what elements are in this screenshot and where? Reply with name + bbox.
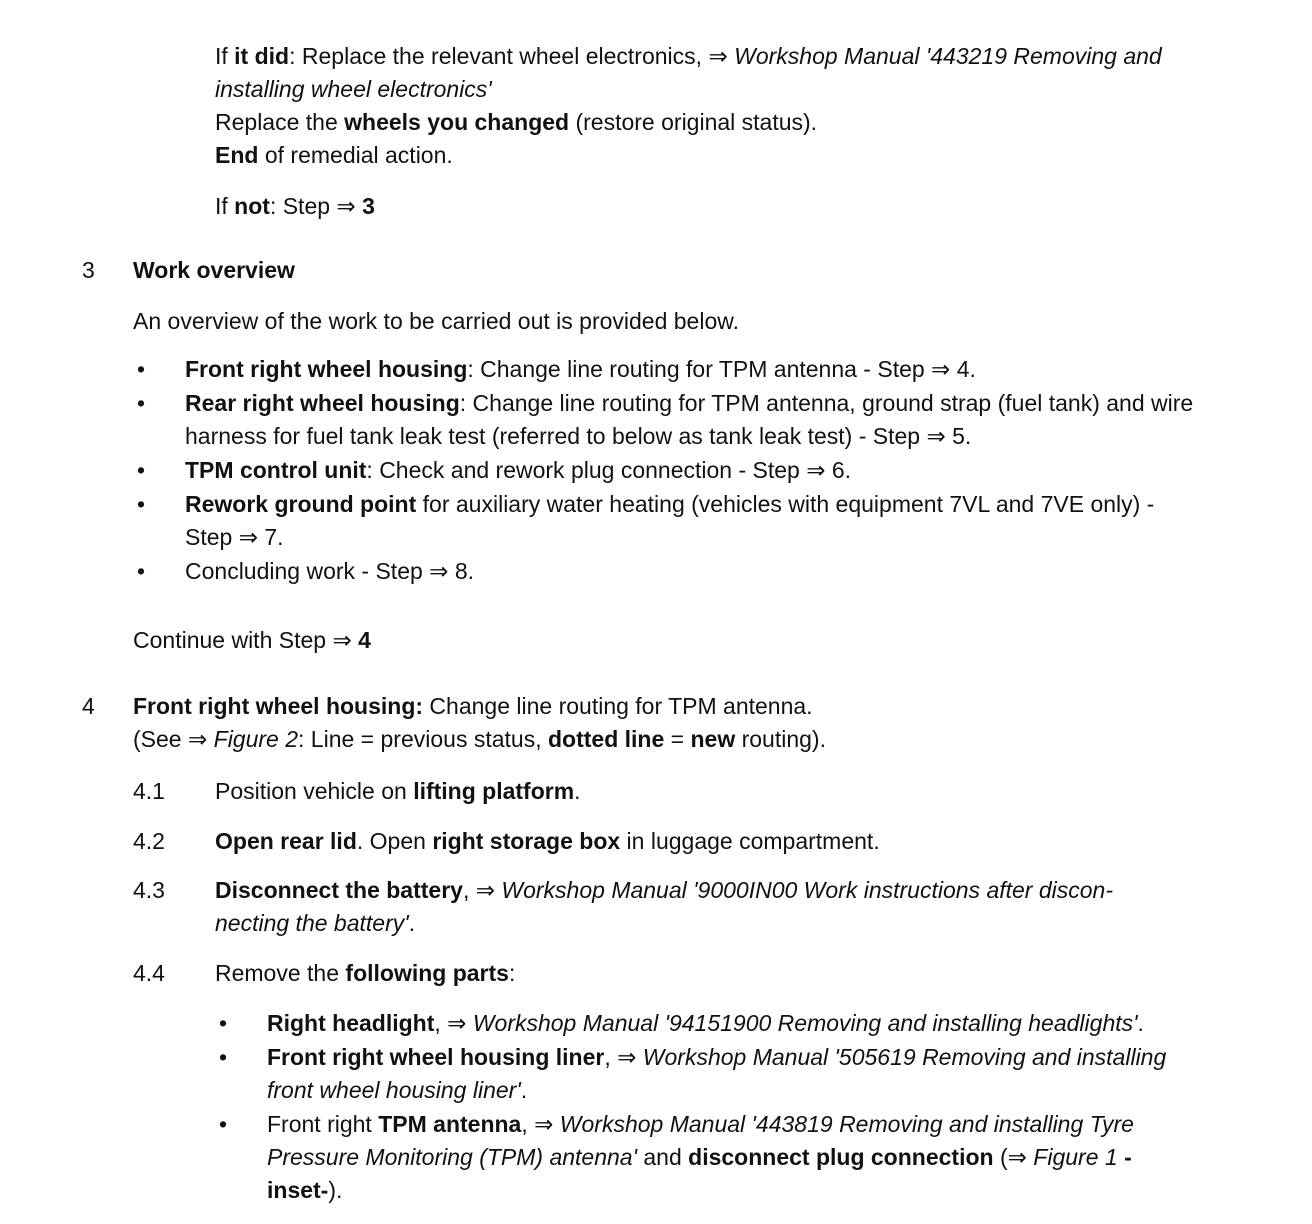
list-item: • Front right wheel housing liner, ⇒ Workshop Manual '505619 Removing and installing front wheel housing liner'. [267, 1041, 1202, 1107]
bullet-icon: • [137, 356, 146, 382]
step-4-2-number: 4.2 [133, 828, 165, 854]
list-item: • Front right TPM antenna, ⇒ Workshop Manual '443819 Removing and installing Tyre Pressure Monitoring (TPM) antenna' and disconnect plug connection (⇒ Figure 1 -inset-). [267, 1108, 1202, 1207]
workshop-manual-link[interactable]: ⇒ Workshop Manual '443819 Removing and installing Tyre Pressure Monitoring (TPM) antenna' [267, 1111, 1134, 1170]
workshop-manual-link[interactable]: ⇒ Workshop Manual '94151900 Removing and installing headlights' [447, 1010, 1138, 1036]
section-4-number: 4 [82, 693, 95, 719]
list-item: • Rework ground point for auxiliary water heating (vehicles with equipment 7VL and 7VE only) - Step ⇒ 7. [185, 488, 1195, 554]
figure-2-link[interactable]: ⇒ Figure 2 [187, 726, 299, 752]
bullet-icon: • [219, 1111, 228, 1137]
step-4-link[interactable]: 4 [358, 627, 371, 653]
section-3-intro: An overview of the work to be carried out is provided below. [133, 308, 739, 334]
step-4-3-number: 4.3 [133, 877, 165, 903]
bullet-icon: • [137, 390, 146, 416]
workshop-manual-link[interactable]: ⇒ Workshop Manual '9000IN00 Work instructions after discon-necting the battery' [215, 877, 1113, 936]
bullet-icon: • [137, 558, 146, 584]
workshop-manual-link[interactable]: ⇒ Workshop Manual '443219 Removing and installing wheel electronics' [215, 43, 1162, 102]
list-item: • Rear right wheel housing: Change line routing for TPM antenna, ground strap (fuel tank) and wire harness for fuel tank leak test (referred to below as tank leak test) - Step ⇒ 5. [185, 387, 1195, 453]
step-4-4-number: 4.4 [133, 960, 165, 986]
bullet-icon: • [137, 457, 146, 483]
bullet-icon: • [219, 1044, 228, 1070]
intro-block [215, 40, 1195, 172]
section-4-title: Front right wheel housing: Change line routing for TPM antenna. [133, 693, 813, 719]
step-4-3-text: Disconnect the battery, ⇒ Workshop Manual '9000IN00 Work instructions after discon-necting the battery'. [215, 877, 1113, 936]
step-4-1-text: Position vehicle on lifting platform. [215, 778, 581, 804]
list-item: • Concluding work - Step ⇒ 8. [185, 555, 1195, 588]
workshop-manual-link[interactable]: ⇒ Workshop Manual '505619 Removing and installing front wheel housing liner' [267, 1044, 1167, 1103]
section-3-bullet-list [137, 353, 1195, 588]
continue-step-4: Continue with Step ⇒ 4 [133, 627, 371, 653]
intro-line-it-did: If it did: Replace the relevant wheel electronics, ⇒ Workshop Manual '443219 Removing and installing wheel electronics' [215, 43, 1162, 102]
intro-if-not: If not: Step ⇒ 3 [215, 193, 375, 219]
step-4-1-number: 4.1 [133, 778, 165, 804]
intro-line-end: End of remedial action. [215, 142, 453, 168]
section-3-title: Work overview [133, 257, 295, 283]
step-3-link[interactable]: 3 [362, 193, 375, 219]
intro-line-replace: Replace the wheels you changed (restore original status). [215, 109, 818, 135]
section-4-see-figure: (See ⇒ Figure 2: Line = previous status, dotted line = new routing). [133, 726, 826, 752]
list-item: • Right headlight, ⇒ Workshop Manual '94151900 Removing and installing headlights'. [267, 1007, 1202, 1040]
bullet-icon: • [137, 491, 146, 517]
bullet-icon: • [219, 1010, 228, 1036]
section-4-heading [133, 690, 1193, 756]
list-item: • Front right wheel housing: Change line routing for TPM antenna - Step ⇒ 4. [185, 353, 1195, 386]
step-4-4-text: Remove the following parts: [215, 960, 516, 986]
list-item: • TPM control unit: Check and rework plug connection - Step ⇒ 6. [185, 454, 1195, 487]
parts-list [219, 1007, 1202, 1207]
step-4-2-text: Open rear lid. Open right storage box in luggage compartment. [215, 828, 880, 854]
section-3-number: 3 [82, 257, 95, 283]
figure-1-link[interactable]: ⇒ Figure 1 [1007, 1144, 1118, 1170]
